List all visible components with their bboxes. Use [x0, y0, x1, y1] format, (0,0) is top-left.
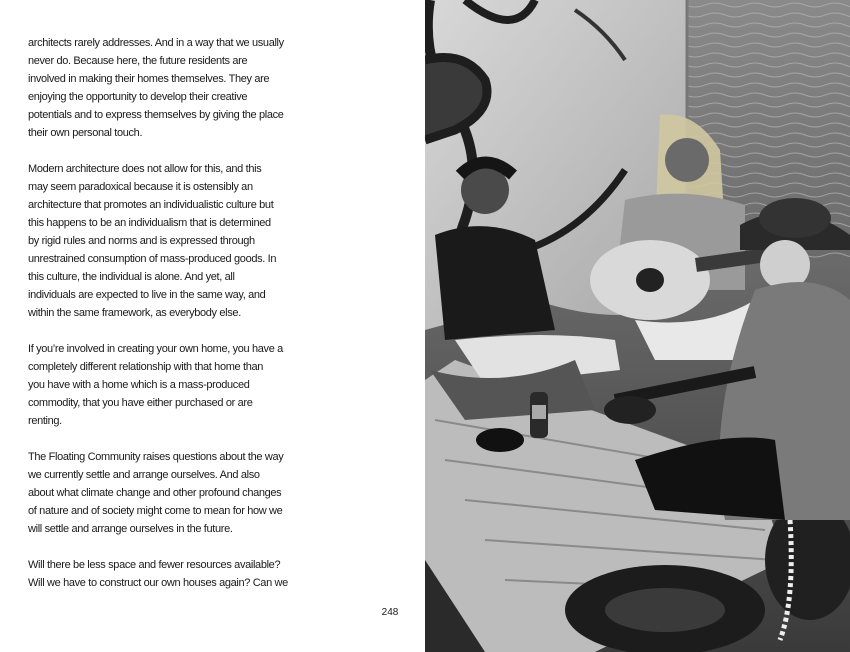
page-number: 248 [381, 607, 399, 618]
paragraph-2: Modern architecture does not allow for this, and this may seem paradoxical because it is ostensibly an architecture that promotes an individualistic culture but this happens to be an individualism that is determined by rigid rules and norms and is expressed through unrestrained consumption of mass-produced goods. In this culture, the individual is alone. And yet, all individuals are expected to live in the same way, and within the same framework, as everybody else. [28, 163, 277, 319]
photo-musicians-on-raft [425, 0, 850, 652]
paragraph-5: Will there be less space and fewer resources available? Will we have to construct our own houses again? Can we [28, 559, 288, 589]
photo-page [425, 0, 850, 652]
paragraph-1: architects rarely addresses. And in a way that we usually never do. Because here, the future residents are involved in making their homes themselves. They are enjoying the opportunity to develop their creative potentials and to express themselves by giving the place their own personal touch. [28, 37, 284, 139]
paragraph-4: The Floating Community raises questions about the way we currently settle and arrange ourselves. And also about what climate change and other profound changes of nature and of society might come to mean for how we will settle and arrange ourselves in the future. [28, 451, 284, 535]
paragraph-3: If you’re involved in creating your own home, you have a completely different relationship with that home than you have with a home which is a mass-produced commodity, that you have either purchased or are renting. [28, 343, 283, 427]
body-text [28, 34, 290, 610]
